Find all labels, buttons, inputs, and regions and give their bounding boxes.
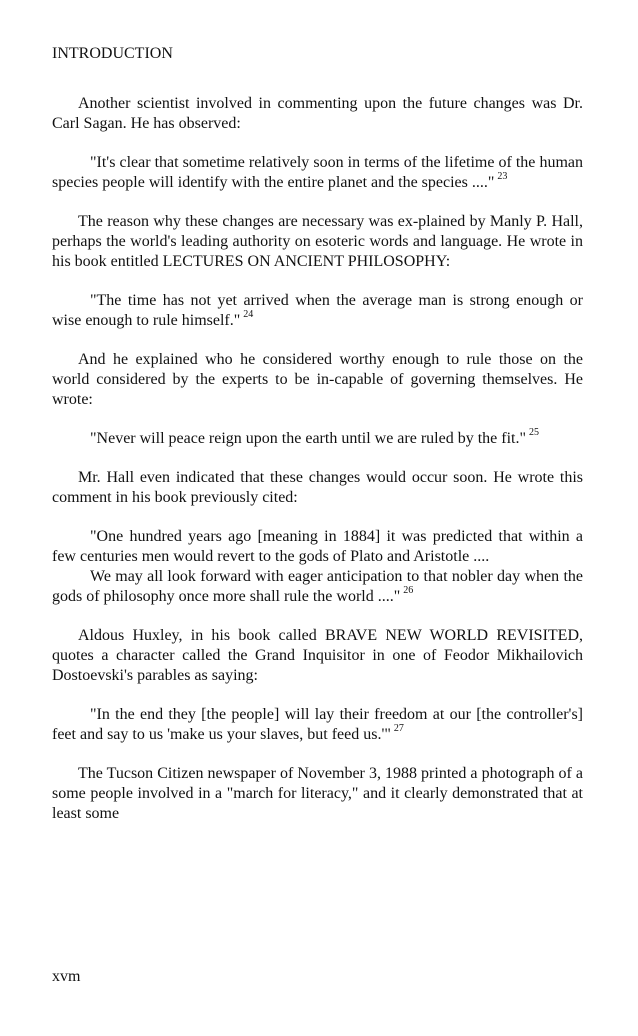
quote-text: "The time has not yet arrived when the average man is strong enough or wise enough to rule himself."	[52, 292, 583, 329]
paragraph-text: Mr. Hall even indicated that these changes would occur soon. He wrote this comment in his book previously cited:	[52, 469, 583, 506]
page-body	[52, 44, 583, 843]
paragraph-hall-soon	[52, 468, 583, 508]
paragraph-text: And he explained who he considered worthy enough to rule those on the world considered by the experts to be in-capable of governing themselves. He wrote:	[52, 351, 583, 408]
quote-hall-1	[52, 291, 583, 331]
quote-text: We may all look forward with eager anticipation to that nobler day when the gods of philosophy once more shall rule the world ...."	[52, 568, 583, 605]
footnote-ref-27: 27	[393, 723, 404, 734]
quote-text: "It's clear that sometime relatively soon in terms of the lifetime of the human species people will identify with the entire planet and the species ...."	[52, 154, 583, 191]
quote-text: "In the end they [the people] will lay their freedom at our [the controller's] feet and say to us 'make us your slaves, but feed us.'"	[52, 706, 583, 743]
paragraph-sagan-intro	[52, 94, 583, 134]
paragraph-text: The reason why these changes are necessary was ex-plained by Manly P. Hall, perhaps the world's leading authority on esoteric words and language. He wrote in his book entitled LECTURES ON ANCIENT PHILOSOPHY:	[52, 213, 583, 270]
paragraph-huxley	[52, 626, 583, 686]
page-number: xvm	[52, 968, 81, 985]
paragraph-hall-intro	[52, 212, 583, 272]
quote-text: "One hundred years ago [meaning in 1884] it was predicted that within a few centuries men would revert to the gods of Plato and Aristotle ....	[52, 528, 583, 565]
paragraph-text: Another scientist involved in commenting upon the future changes was Dr. Carl Sagan. He has observed:	[52, 95, 583, 132]
chapter-heading: INTRODUCTION	[52, 45, 173, 62]
footnote-ref-26: 26	[403, 585, 414, 596]
paragraph-text: Aldous Huxley, in his book called BRAVE NEW WORLD REVISITED, quotes a character called the Grand Inquisitor in one of Feodor Mikhailovich Dostoevski's parables as saying:	[52, 627, 583, 684]
quote-sagan	[52, 153, 583, 193]
footnote-ref-23: 23	[497, 171, 508, 182]
quote-hall-2	[52, 429, 583, 449]
quote-text: "Never will peace reign upon the earth until we are ruled by the fit."	[90, 430, 527, 447]
footnote-ref-24: 24	[243, 309, 254, 320]
paragraph-tucson	[52, 764, 583, 824]
quote-inquisitor	[52, 705, 583, 745]
quote-hall-3b	[52, 567, 583, 607]
paragraph-text: The Tucson Citizen newspaper of November 3, 1988 printed a photograph of a some people involved in a "march for literacy," and it clearly demonstrated that at least some	[52, 765, 583, 822]
footnote-ref-25: 25	[529, 427, 540, 438]
quote-hall-3a	[52, 527, 583, 567]
paragraph-hall-worthy	[52, 350, 583, 410]
